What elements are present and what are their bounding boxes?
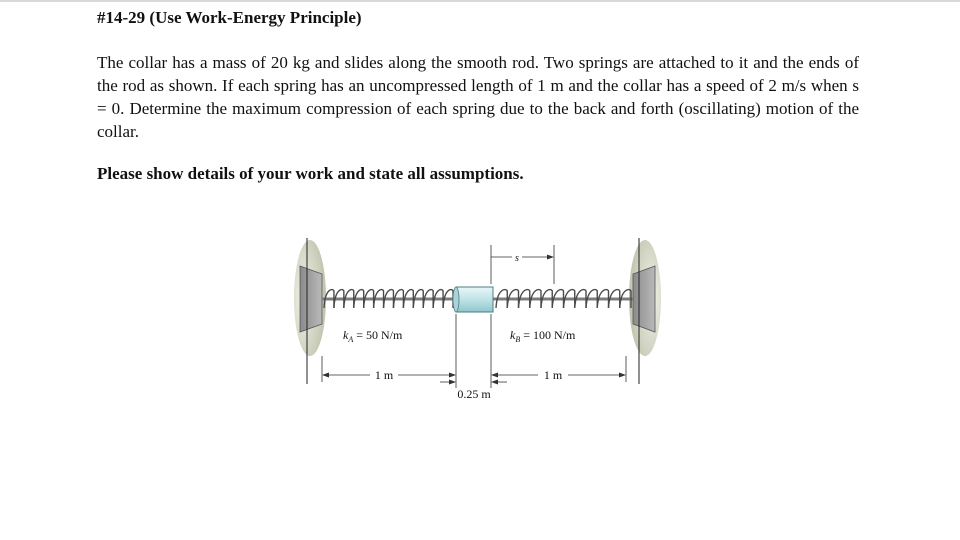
s-dimension bbox=[491, 245, 554, 284]
left-length-label: 1 m bbox=[374, 368, 394, 382]
right-length-dimension bbox=[491, 356, 626, 382]
collar bbox=[453, 287, 493, 312]
problem-statement: The collar has a mass of 20 kg and slides along the smooth rod. Two springs are attached to it and the ends of the rod as shown. If each spring has an uncompressed length of 1 m and the collar has a speed of 2 m/s when s = 0. Determine the maximum compression of each spring due to the back and forth (oscillating) motion of the collar. bbox=[97, 53, 859, 141]
spring-a-stiffness-label: $k_A = 50$ N/m bbox=[343, 328, 403, 344]
collar-width-dimension bbox=[440, 380, 507, 402]
collar-spring-figure bbox=[290, 228, 670, 408]
problem-heading: #14-29 (Use Work-Energy Principle) bbox=[97, 8, 362, 27]
instruction-text: Please show details of your work and state all assumptions. bbox=[97, 164, 524, 183]
spring-b-stiffness-label: $k_B = 100$ N/m bbox=[510, 328, 576, 344]
left-wall bbox=[294, 238, 326, 384]
top-divider bbox=[0, 0, 960, 2]
left-length-dimension bbox=[322, 356, 456, 382]
right-wall bbox=[629, 238, 661, 384]
right-length-label: 1 m bbox=[543, 368, 563, 382]
collar-width-label: 0.25 m bbox=[457, 387, 491, 401]
s-label: s bbox=[515, 253, 519, 264]
